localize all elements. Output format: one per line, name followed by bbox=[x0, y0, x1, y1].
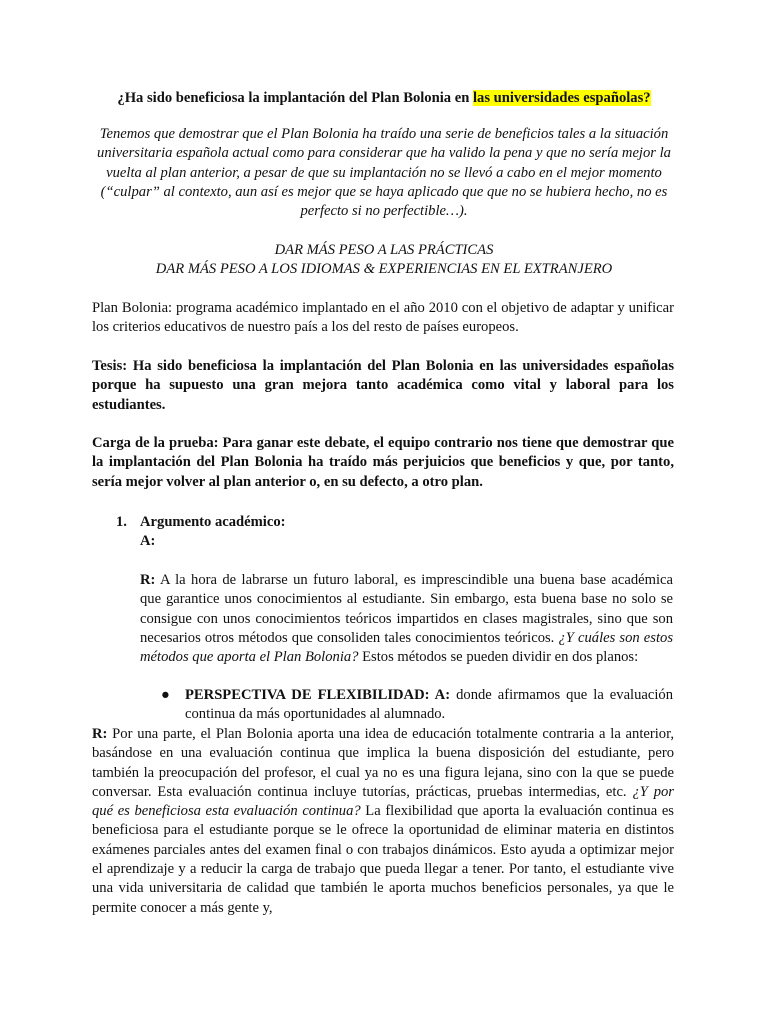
definition-paragraph: Plan Bolonia: programa académico implantado en el año 2010 con el objetivo de adaptar y unificar los criterios educativos de nuestro país a los del resto de países europeos. bbox=[92, 300, 674, 336]
title-prefix: ¿Ha sido beneficiosa la implantación del Plan Bolonia en bbox=[117, 90, 473, 106]
bullet-text bbox=[161, 686, 673, 725]
response-r-label: R: bbox=[92, 726, 108, 742]
response-text-1: Por una parte, el Plan Bolonia aporta una idea de educación totalmente contraria a la anterior, basándose en una evaluación continua que implica la buena disposición del estudiante, pero también la preocupación del profesor, el cual ya no es una figura lejana, sino con la que se puede conversar. Esta evaluación continua incluye tutorías, prácticas, pruebas intermedias, etc. bbox=[92, 726, 674, 800]
argument-number: 1. bbox=[116, 514, 127, 530]
argument-r-question: ¿Y cuáles son estos métodos que aporta el Plan Bolonia? bbox=[140, 629, 673, 666]
bullet-body: donde afirmamos que la evaluación continua da más oportunidades al alumnado. bbox=[185, 687, 674, 723]
title-highlight: las universidades españolas? bbox=[472, 90, 651, 106]
argument-a-label: A: bbox=[140, 533, 156, 549]
burden-of-proof-paragraph: Carga de la prueba: Para ganar este debate, el equipo contrario nos tiene que demostrar que la implantación del Plan Bolonia ha traído más perjuicios que beneficios y que, por tanto, sería mejor volver al plan anterior o, en su defecto, a otro plan. bbox=[92, 435, 674, 490]
thesis-paragraph: Tesis: Ha sido beneficiosa la implantación del Plan Bolonia en las universidades españolas porque ha supuesto una gran mejora tanto académica como vital y laboral para los estudiantes. bbox=[92, 358, 674, 413]
argument-r-paragraph bbox=[140, 571, 673, 667]
emphasis-line-practicas: DAR MÁS PESO A LAS PRÁCTICAS bbox=[274, 242, 494, 258]
response-paragraph bbox=[92, 725, 674, 918]
emphasis-line-idiomas: DAR MÁS PESO A LOS IDIOMAS & EXPERIENCIAS EN EL EXTRANJERO bbox=[155, 261, 613, 278]
intro-paragraph: Tenemos que demostrar que el Plan Bolonia ha traído una serie de beneficios tales a la situación universitaria española actual como para considerar que ha valido la pena y que no sería mejor la vuelta al plan anterior, a pesar de que su implantación no se llevó a cabo en el mejor momento (“culpar” al contexto, aun así es mejor que se haya aplicado que que no se hubiera hecho, no es perfecto si no perfectible…). bbox=[97, 126, 671, 220]
bullet-item-flexibilidad bbox=[161, 686, 673, 725]
document-title bbox=[0, 89, 768, 108]
argument-r-after: Estos métodos se pueden dividir en dos planos: bbox=[358, 649, 639, 666]
bullet-icon: ● bbox=[161, 687, 170, 703]
emphasis-lines bbox=[0, 241, 768, 280]
response-question: ¿Y por qué es beneficiosa esta evaluación continua? bbox=[92, 783, 674, 820]
argument-r-label: R: bbox=[140, 572, 156, 588]
argument-r-text: A la hora de labrarse un futuro laboral, es imprescindible una buena base académica que garantice unos conocimientos al estudiante. Sin embargo, esta buena base no solo se consigue con unos conocimientos teóricos impartidos en clases magistrales, sino que son necesarios otros métodos que consoliden tales conocimientos teóricos. bbox=[140, 572, 673, 646]
response-text-2: La flexibilidad que aporta la evaluación continua es beneficiosa para el estudiante porque se le ofrece la oportunidad de eliminar materia en distintos exámenes parciales antes del examen final o con trabajos dinámicos. Esto ayuda a optimizar mejor el aprendizaje y a reducir la carga de trabajo que pueda llegar a tener. Por tanto, el estudiante vive una vida universitaria de calidad que también le aporta muchos beneficios personales, ya que le permite conocer a más gente y, bbox=[92, 803, 674, 916]
argument-title: Argumento académico: bbox=[140, 514, 286, 530]
argument-heading bbox=[116, 513, 286, 532]
bullet-bold: PERSPECTIVA DE FLEXIBILIDAD: A: bbox=[185, 687, 451, 703]
